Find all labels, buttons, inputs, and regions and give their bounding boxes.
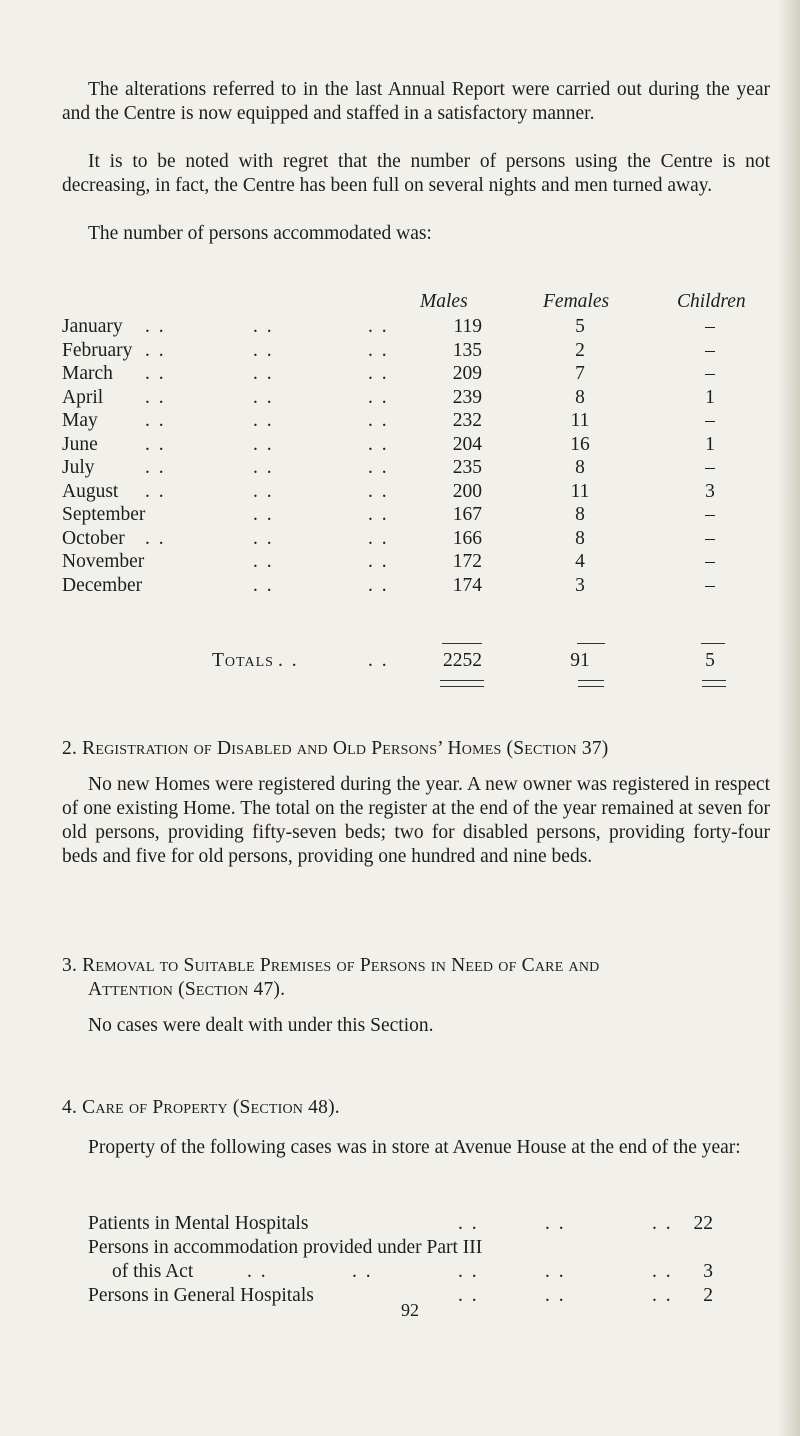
row-leader-3: . . <box>368 316 389 337</box>
children-value: – <box>705 457 715 478</box>
row-leader-2: . . <box>253 363 274 384</box>
children-value: – <box>705 339 715 361</box>
males-value: 235 <box>452 457 482 478</box>
totals-leader-2: . . <box>368 650 389 671</box>
month-label: May <box>62 410 98 431</box>
row-leader-2: . . <box>253 480 274 502</box>
property-item-leader: . . <box>247 1261 268 1282</box>
table-row <box>0 409 800 433</box>
totals-label: Totals <box>212 650 274 671</box>
month-label: August <box>62 480 119 502</box>
month-label: October <box>62 527 125 549</box>
month-label: July <box>62 457 95 478</box>
header-males: Males <box>420 291 468 312</box>
row-leader: . . <box>145 386 166 408</box>
row-leader-3: . . <box>368 339 389 361</box>
row-leader-2: . . <box>253 386 274 408</box>
table-row <box>0 527 800 551</box>
females-subtotal-rule <box>577 643 605 644</box>
row-leader-2: . . <box>253 339 274 361</box>
females-value: 3 <box>575 574 585 596</box>
property-item-label: Persons in accommodation provided under Part III <box>88 1237 483 1258</box>
children-value: – <box>705 410 715 431</box>
row-leader-3: . . <box>368 363 389 384</box>
section-3-title-line1: Removal to Suitable Premises of Persons in Need of Care and <box>82 955 600 976</box>
header-females: Females <box>543 291 610 312</box>
section-3-heading <box>62 954 772 1002</box>
row-leader: . . <box>145 480 166 502</box>
page-edge-shadow <box>778 0 800 1436</box>
females-value: 8 <box>575 504 585 525</box>
children-value: 1 <box>705 386 715 408</box>
property-item-leader-3: . . <box>652 1213 673 1234</box>
males-value: 232 <box>452 410 482 431</box>
row-leader: . . <box>145 527 166 549</box>
section-4-title: Care of Property (Section 48). <box>82 1097 340 1118</box>
section-2-heading <box>62 737 772 761</box>
row-leader-2: . . <box>253 316 274 337</box>
row-leader-2: . . <box>253 551 274 572</box>
row-leader-3: . . <box>368 574 389 596</box>
property-item-leader-4: . . <box>545 1261 566 1282</box>
row-leader-2: . . <box>253 504 274 525</box>
males-value: 174 <box>452 574 482 596</box>
totals-leader: . . <box>278 650 299 671</box>
row-leader: . . <box>145 433 166 455</box>
children-value: 3 <box>705 480 715 502</box>
totals-row <box>0 649 800 673</box>
males-value: 172 <box>452 551 482 572</box>
children-value: – <box>705 527 715 549</box>
children-value: – <box>705 363 715 384</box>
section-3-body: No cases were dealt with under this Section. <box>88 1015 434 1036</box>
males-value: 119 <box>453 316 482 337</box>
property-item-leader: . . <box>458 1285 479 1306</box>
females-total-double-rule <box>578 680 604 687</box>
table-row <box>0 339 800 363</box>
row-leader-3: . . <box>368 386 389 408</box>
row-leader-2: . . <box>253 527 274 549</box>
month-label: February <box>62 339 133 361</box>
row-leader-3: . . <box>368 457 389 478</box>
males-subtotal-rule <box>442 643 482 644</box>
females-value: 4 <box>575 551 585 572</box>
females-value: 8 <box>575 527 585 549</box>
females-value: 11 <box>570 410 590 431</box>
females-value: 7 <box>575 363 585 384</box>
totals-children: 5 <box>705 650 715 671</box>
children-value: – <box>705 574 715 596</box>
males-value: 135 <box>452 339 482 361</box>
males-total-double-rule <box>440 680 484 687</box>
property-item-label: Patients in Mental Hospitals <box>88 1213 309 1234</box>
females-value: 5 <box>575 316 585 337</box>
row-leader-3: . . <box>368 551 389 572</box>
males-value: 166 <box>452 527 482 549</box>
header-children: Children <box>677 291 746 312</box>
row-leader-3: . . <box>368 410 389 431</box>
table-row <box>0 503 800 527</box>
row-leader: . . <box>145 316 166 337</box>
month-label: April <box>62 386 104 408</box>
paragraph-regret: It is to be noted with regret that the number of persons using the Centre is not decreasing, in fact, the Centre has been full on several nights and men turned away. <box>62 151 770 196</box>
row-leader: . . <box>145 457 166 478</box>
property-item-leader: . . <box>458 1213 479 1234</box>
row-leader-2: . . <box>253 410 274 431</box>
females-value: 8 <box>575 457 585 478</box>
males-value: 239 <box>452 386 482 408</box>
section-2-body: No new Homes were registered during the year. A new owner was registered in respect of one existing Home. The total on the register at the end of the year remained at seven for old persons, providing fifty-seven beds; two for disabled persons, providing forty-four beds and five for old persons, providing one hundred and nine beds. <box>62 774 770 867</box>
row-leader: . . <box>145 363 166 384</box>
paragraph-number-accommodated: The number of persons accommodated was: <box>88 223 432 244</box>
table-row <box>0 550 800 574</box>
row-leader-2: . . <box>253 457 274 478</box>
females-value: 8 <box>575 386 585 408</box>
month-label: November <box>62 551 145 572</box>
table-row <box>0 480 800 504</box>
females-value: 16 <box>570 433 590 455</box>
totals-males: 2252 <box>443 650 482 671</box>
children-value: – <box>705 316 715 337</box>
property-item-leader-5: . . <box>652 1261 673 1282</box>
paragraph-alterations: The alterations referred to in the last Annual Report were carried out during the year and the Centre is now equipped and staffed in a satisfactory manner. <box>62 79 770 124</box>
row-leader-2: . . <box>253 433 274 455</box>
property-item-value: 22 <box>693 1213 713 1234</box>
month-label: December <box>62 574 143 596</box>
children-value: – <box>705 504 715 525</box>
section-2-number: 2. <box>62 738 78 759</box>
page-number: 92 <box>401 1300 419 1320</box>
table-row <box>0 456 800 480</box>
property-item-part-iii <box>88 1236 768 1284</box>
row-leader-3: . . <box>368 504 389 525</box>
property-item-leader-2: . . <box>545 1213 566 1234</box>
males-value: 204 <box>452 433 482 455</box>
table-row <box>0 362 800 386</box>
section-4-body: Property of the following cases was in store at Avenue House at the end of the year: <box>88 1137 741 1158</box>
property-item-label: Persons in General Hospitals <box>88 1285 314 1306</box>
property-item-leader-3: . . <box>652 1285 673 1306</box>
property-item-mental-hospitals <box>88 1212 768 1236</box>
row-leader-3: . . <box>368 433 389 455</box>
property-item-value: 3 <box>703 1261 713 1282</box>
children-subtotal-rule <box>701 643 725 644</box>
row-leader-3: . . <box>368 480 389 502</box>
property-item-value: 2 <box>703 1285 713 1306</box>
row-leader-2: . . <box>253 574 274 596</box>
row-leader: . . <box>145 339 166 361</box>
month-label: January <box>62 316 123 337</box>
table-row <box>0 433 800 457</box>
children-total-double-rule <box>702 680 726 687</box>
section-3-title-line2: Attention (Section 47). <box>88 979 286 1000</box>
row-leader-3: . . <box>368 527 389 549</box>
section-4-heading <box>62 1096 772 1120</box>
table-row <box>0 574 800 598</box>
children-value: – <box>705 551 715 572</box>
males-value: 209 <box>452 363 482 384</box>
totals-females: 91 <box>570 650 590 671</box>
children-value: 1 <box>705 433 715 455</box>
males-value: 200 <box>452 480 482 502</box>
table-header-row <box>0 290 800 314</box>
month-label: March <box>62 363 113 384</box>
females-value: 2 <box>575 339 585 361</box>
property-item-label-cont: of this Act <box>112 1261 194 1282</box>
month-label: June <box>62 433 98 455</box>
table-row <box>0 386 800 410</box>
table-row <box>0 315 800 339</box>
section-4-number: 4. <box>62 1097 78 1118</box>
month-label: September <box>62 504 146 525</box>
property-item-leader-3: . . <box>458 1261 479 1282</box>
row-leader: . . <box>145 410 166 431</box>
property-item-leader-2: . . <box>352 1261 373 1282</box>
property-item-leader-2: . . <box>545 1285 566 1306</box>
females-value: 11 <box>570 480 590 502</box>
section-3-number: 3. <box>62 955 78 976</box>
section-2-title: Registration of Disabled and Old Persons’ Homes (Section 37) <box>82 738 609 759</box>
males-value: 167 <box>452 504 482 525</box>
